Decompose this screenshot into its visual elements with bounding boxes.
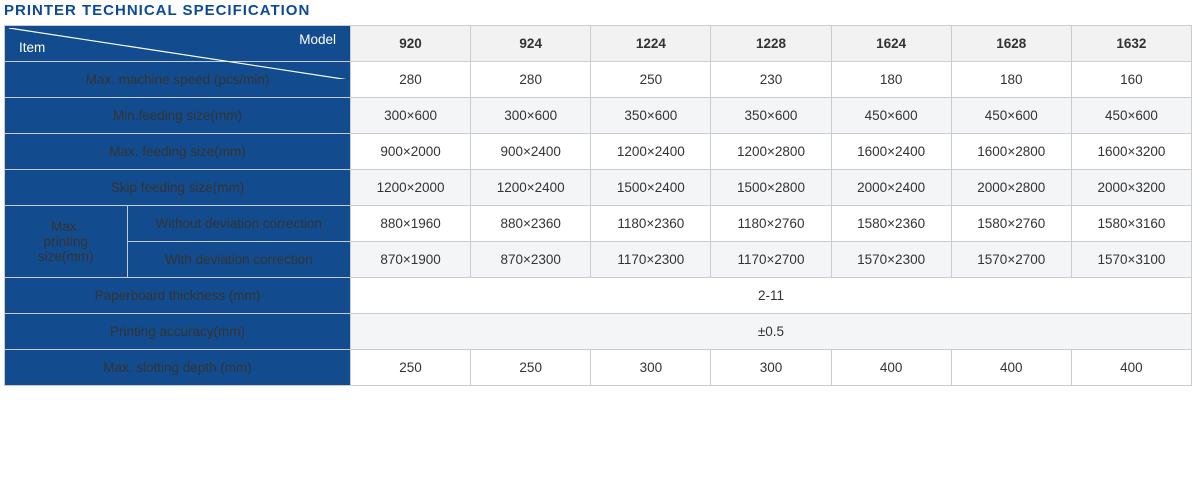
model-header-cell: 1224 xyxy=(591,26,711,62)
table-cell: 1200×2400 xyxy=(591,134,711,170)
table-cell: 1600×3200 xyxy=(1071,134,1191,170)
table-cell: 300 xyxy=(711,350,831,386)
table-cell: 300×600 xyxy=(471,98,591,134)
table-cell: 280 xyxy=(471,62,591,98)
table-row xyxy=(5,134,1192,170)
table-cell: 300 xyxy=(591,350,711,386)
sub-row-label-line1: With deviation xyxy=(164,252,250,267)
table-cell: 1500×2400 xyxy=(591,170,711,206)
table-cell: 1600×2400 xyxy=(831,134,951,170)
table-cell: 1200×2000 xyxy=(350,170,470,206)
table-cell: 230 xyxy=(711,62,831,98)
table-row xyxy=(5,206,1192,242)
table-row xyxy=(5,170,1192,206)
table-header-row xyxy=(5,26,1192,62)
table-cell: 400 xyxy=(1071,350,1191,386)
model-header-cell: 1624 xyxy=(831,26,951,62)
table-row xyxy=(5,350,1192,386)
row-label: Skip feeding size(mm) xyxy=(5,170,351,206)
header-corner-cell xyxy=(5,26,351,62)
table-cell: 250 xyxy=(350,350,470,386)
printing-size-group-label xyxy=(5,206,128,278)
table-cell: 180 xyxy=(831,62,951,98)
printing-size-label-line3: size(mm) xyxy=(38,249,94,264)
row-label: Max. machine speed (pcs/min) xyxy=(5,62,351,98)
row-label: Printing accuracy(mm) xyxy=(5,314,351,350)
table-cell: 350×600 xyxy=(591,98,711,134)
table-cell: 280 xyxy=(350,62,470,98)
table-cell: 1600×2800 xyxy=(951,134,1071,170)
table-cell: 900×2400 xyxy=(471,134,591,170)
model-header-cell: 924 xyxy=(471,26,591,62)
sub-row-label-line1: Without deviation xyxy=(155,216,260,231)
table-cell: 350×600 xyxy=(711,98,831,134)
table-cell: 450×600 xyxy=(831,98,951,134)
table-cell: 1500×2800 xyxy=(711,170,831,206)
header-item-label: Item xyxy=(19,40,46,55)
header-model-label: Model xyxy=(299,32,336,47)
printing-size-label-line2: printing xyxy=(43,234,88,249)
sub-row-label-line2: correction xyxy=(262,216,323,231)
table-cell: 1570×3100 xyxy=(1071,242,1191,278)
table-cell: 450×600 xyxy=(1071,98,1191,134)
table-cell: 900×2000 xyxy=(350,134,470,170)
table-row xyxy=(5,242,1192,278)
table-cell: 400 xyxy=(831,350,951,386)
table-cell-span: ±0.5 xyxy=(350,314,1191,350)
sub-row-label xyxy=(127,242,350,278)
printing-size-label-line1: Max. xyxy=(51,219,81,234)
table-cell: 1180×2760 xyxy=(711,206,831,242)
table-cell: 250 xyxy=(591,62,711,98)
table-cell: 1580×3160 xyxy=(1071,206,1191,242)
table-cell: 450×600 xyxy=(951,98,1071,134)
table-cell: 1200×2400 xyxy=(471,170,591,206)
table-cell: 1570×2700 xyxy=(951,242,1071,278)
diagonal-divider-icon xyxy=(9,28,346,79)
table-cell: 1180×2360 xyxy=(591,206,711,242)
table-cell: 2000×3200 xyxy=(1071,170,1191,206)
row-label: Max. slotting depth (mm) xyxy=(5,350,351,386)
model-header-cell: 1628 xyxy=(951,26,1071,62)
table-cell: 180 xyxy=(951,62,1071,98)
table-cell: 160 xyxy=(1071,62,1191,98)
table-cell: 300×600 xyxy=(350,98,470,134)
table-row xyxy=(5,98,1192,134)
table-row xyxy=(5,314,1192,350)
table-cell: 400 xyxy=(951,350,1071,386)
table-cell: 870×1900 xyxy=(350,242,470,278)
table-cell: 880×1960 xyxy=(350,206,470,242)
table-cell: 2000×2400 xyxy=(831,170,951,206)
table-cell: 1170×2300 xyxy=(591,242,711,278)
table-cell: 1580×2360 xyxy=(831,206,951,242)
table-cell: 1580×2760 xyxy=(951,206,1071,242)
row-label: Max. feeding size(mm) xyxy=(5,134,351,170)
table-cell: 2000×2800 xyxy=(951,170,1071,206)
model-header-cell: 1632 xyxy=(1071,26,1191,62)
model-header-cell: 920 xyxy=(350,26,470,62)
table-cell: 250 xyxy=(471,350,591,386)
table-cell: 1200×2800 xyxy=(711,134,831,170)
table-cell: 880×2360 xyxy=(471,206,591,242)
sub-row-label-line2: correction xyxy=(253,252,313,267)
table-cell: 1570×2300 xyxy=(831,242,951,278)
table-cell-span: 2-11 xyxy=(350,278,1191,314)
model-header-cell: 1228 xyxy=(711,26,831,62)
page-title: PRINTER TECHNICAL SPECIFICATION xyxy=(4,2,311,19)
sub-row-label xyxy=(127,206,350,242)
row-label: Min.feeding size(mm) xyxy=(5,98,351,134)
table-cell: 1170×2700 xyxy=(711,242,831,278)
table-row xyxy=(5,278,1192,314)
table-cell: 870×2300 xyxy=(471,242,591,278)
specification-table xyxy=(4,25,1192,386)
row-label: Paperboard thickness (mm) xyxy=(5,278,351,314)
